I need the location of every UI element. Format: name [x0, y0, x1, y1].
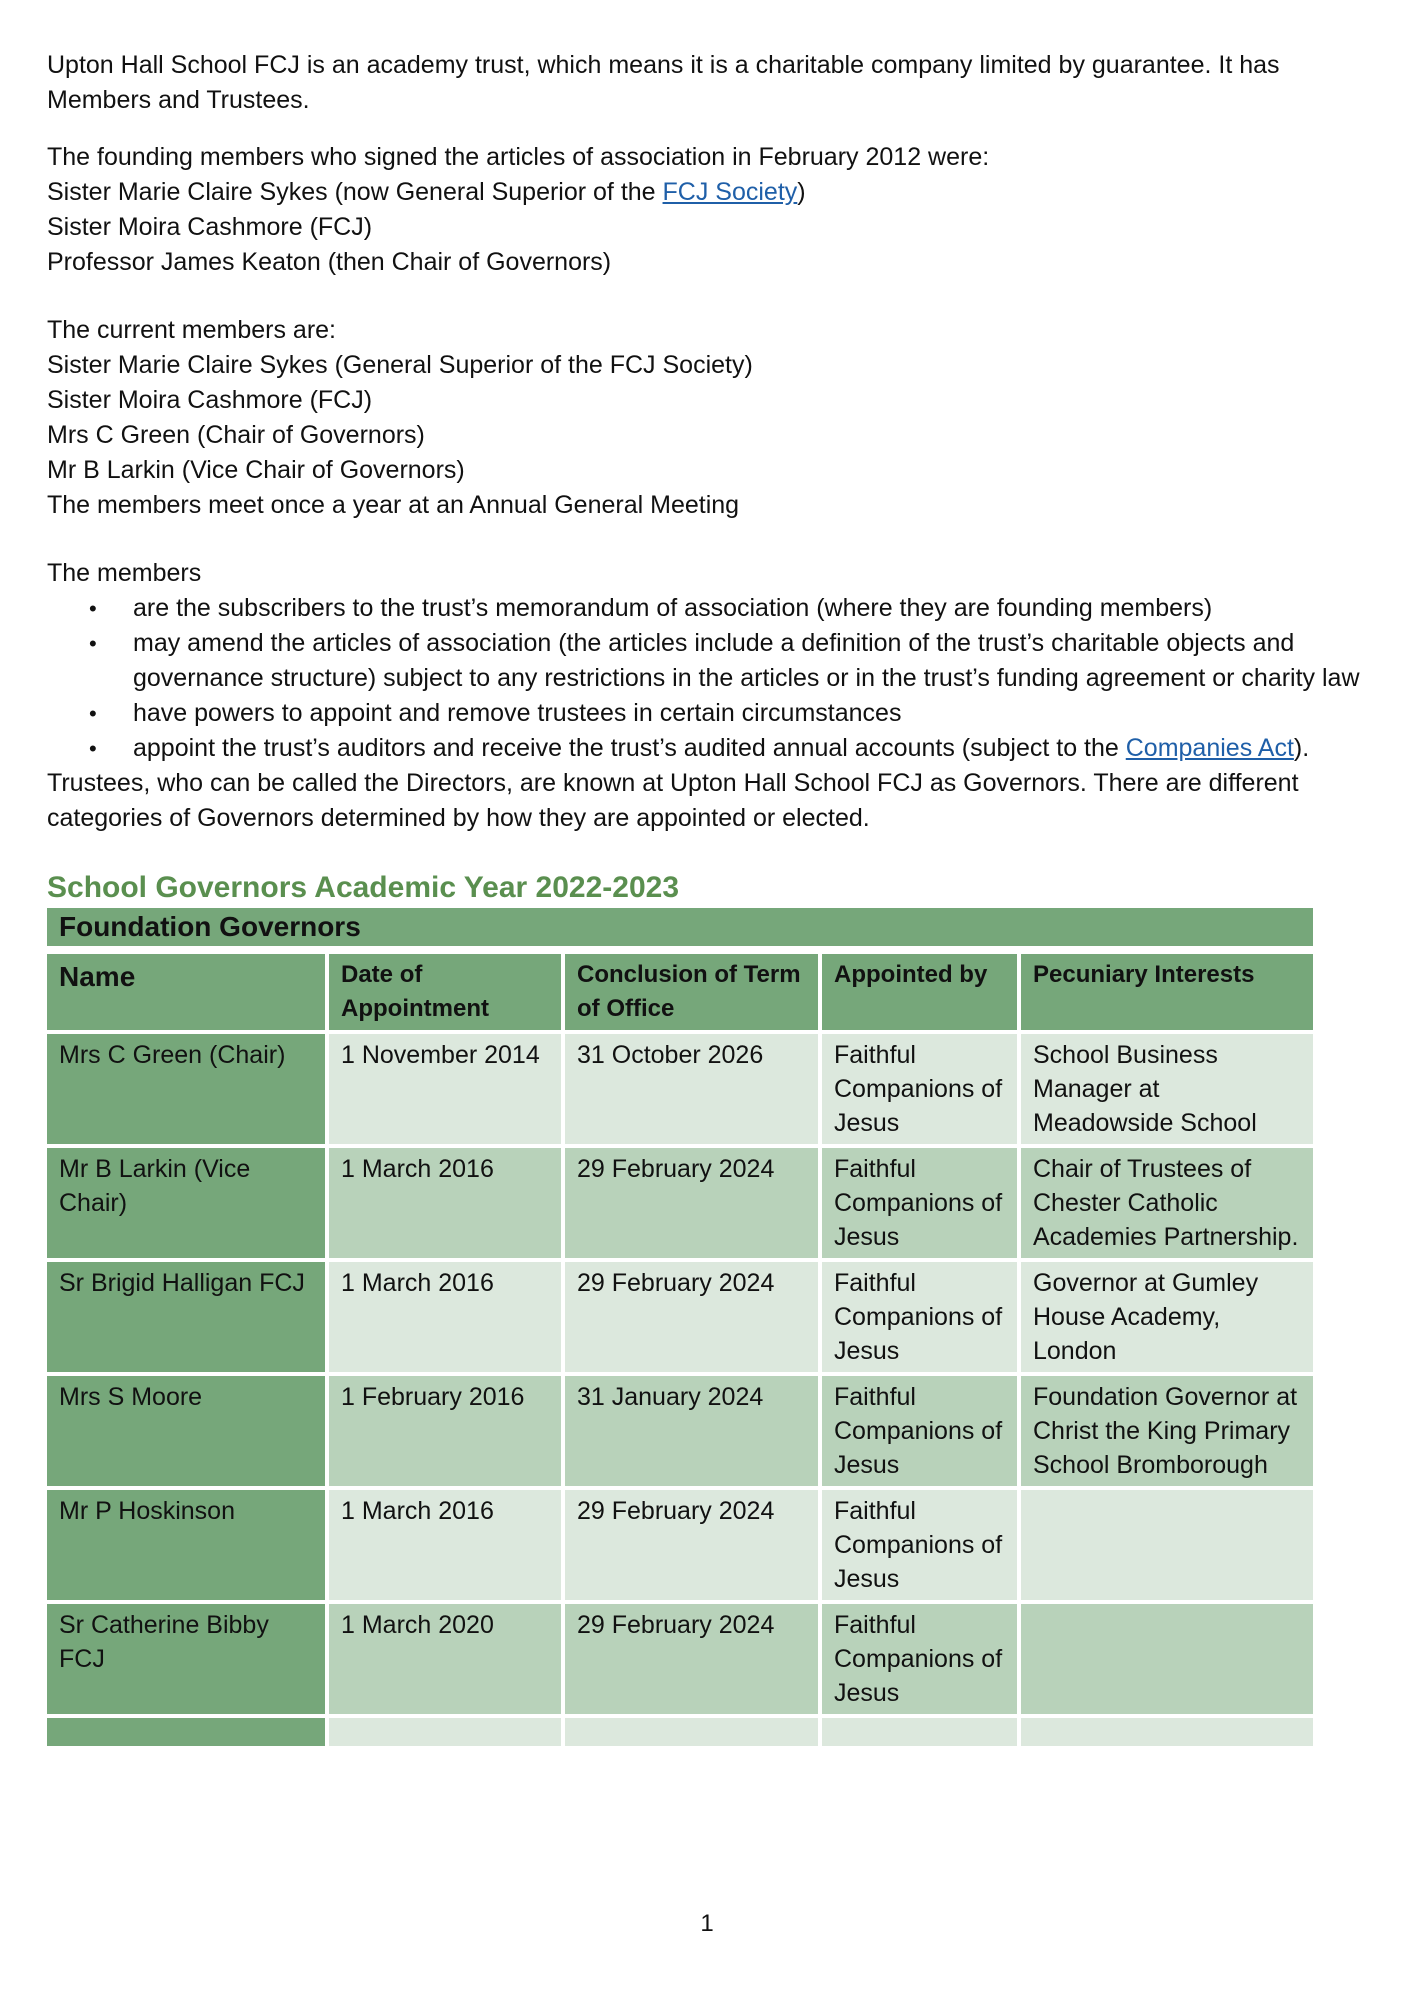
current-member-4: Mr B Larkin (Vice Chair of Governors)	[47, 456, 465, 484]
current-members-lead: The current members are:	[47, 316, 336, 344]
empty-cell	[1021, 1718, 1317, 1750]
term-conclusion: 31 January 2024	[565, 1376, 822, 1490]
appointment-date: 1 March 2016	[329, 1148, 565, 1262]
companies-act-link[interactable]: Companies Act	[1125, 734, 1294, 762]
appointed-by: Faithful Companions of Jesus	[822, 1490, 1021, 1604]
members-meeting-note: The members meet once a year at an Annual General Meeting	[47, 491, 740, 519]
members-lead: The members	[47, 559, 202, 587]
founding-member-1	[47, 175, 1377, 210]
trustees-paragraph: Trustees, who can be called the Directors, are known at Upton Hall School FCJ as Governors. There are different categories of Governors determined by how they are appointed or elected.	[47, 769, 1299, 832]
table-header-row	[47, 954, 1317, 1034]
section-heading: School Governors Academic Year 2022-2023	[47, 871, 680, 904]
pecuniary-interests: Foundation Governor at Christ the King Primary School Bromborough	[1021, 1376, 1317, 1490]
list-item: • may amend the articles of association (the articles include a definition of the trust’s charitable objects and governance structure) subject to any restrictions in the articles or in the trust’s funding agreement or charity law	[133, 626, 1377, 696]
governor-name: Mrs C Green (Chair)	[47, 1034, 329, 1148]
column-header-appointed: Appointed by	[822, 954, 1021, 1034]
document-page	[47, 48, 1377, 1750]
founding-members-lead: The founding members who signed the articles of association in February 2012 were:	[47, 143, 990, 171]
founding-member-1-close: )	[797, 178, 806, 206]
column-header-date: Date of Appointment	[329, 954, 565, 1034]
term-conclusion: 29 February 2024	[565, 1604, 822, 1718]
table-row	[47, 1376, 1317, 1490]
empty-cell	[329, 1718, 565, 1750]
page-number: 1	[700, 1910, 714, 1937]
fcj-society-link[interactable]: FCJ Society	[662, 178, 798, 206]
appointed-by: Faithful Companions of Jesus	[822, 1604, 1021, 1718]
founding-member-3: Professor James Keaton (then Chair of Governors)	[47, 248, 612, 276]
appointment-date: 1 March 2020	[329, 1604, 565, 1718]
appointed-by: Faithful Companions of Jesus	[822, 1262, 1021, 1376]
appointment-date: 1 November 2014	[329, 1034, 565, 1148]
term-conclusion: 29 February 2024	[565, 1490, 822, 1604]
list-item-close: ).	[1293, 734, 1310, 762]
term-conclusion: 29 February 2024	[565, 1148, 822, 1262]
empty-cell	[47, 1718, 329, 1750]
table-row	[47, 1262, 1317, 1376]
table-title: Foundation Governors	[47, 908, 1317, 954]
governor-name: Mrs S Moore	[47, 1376, 329, 1490]
empty-cell	[565, 1718, 822, 1750]
table-row	[47, 1604, 1317, 1718]
current-member-3: Mrs C Green (Chair of Governors)	[47, 421, 425, 449]
current-member-1: Sister Marie Claire Sykes (General Superior of the FCJ Society)	[47, 351, 753, 379]
appointed-by: Faithful Companions of Jesus	[822, 1148, 1021, 1262]
appointment-date: 1 March 2016	[329, 1490, 565, 1604]
table-row	[47, 1034, 1317, 1148]
term-conclusion: 29 February 2024	[565, 1262, 822, 1376]
governor-name: Sr Catherine Bibby FCJ	[47, 1604, 329, 1718]
appointed-by: Faithful Companions of Jesus	[822, 1034, 1021, 1148]
pecuniary-interests: School Business Manager at Meadowside School	[1021, 1034, 1317, 1148]
appointed-by: Faithful Companions of Jesus	[822, 1376, 1021, 1490]
term-conclusion: 31 October 2026	[565, 1034, 822, 1148]
table-row	[47, 1490, 1317, 1604]
governor-name: Mr P Hoskinson	[47, 1490, 329, 1604]
table-row-empty	[47, 1718, 1317, 1750]
empty-cell	[822, 1718, 1021, 1750]
list-item: • are the subscribers to the trust’s memorandum of association (where they are founding members)	[133, 591, 1377, 626]
pecuniary-interests: Chair of Trustees of Chester Catholic Academies Partnership.	[1021, 1148, 1317, 1262]
governors-table	[47, 908, 1317, 1750]
pecuniary-interests	[1021, 1490, 1317, 1604]
list-item-text: appoint the trust’s auditors and receive the trust’s audited annual accounts (subject to the	[133, 734, 1126, 762]
appointment-date: 1 February 2016	[329, 1376, 565, 1490]
column-header-conclusion: Conclusion of Term of Office	[565, 954, 822, 1034]
list-item: • have powers to appoint and remove trustees in certain circumstances	[133, 696, 1377, 731]
intro-paragraph: Upton Hall School FCJ is an academy trust, which means it is a charitable company limited by guarantee. It has Members and Trustees.	[47, 51, 1280, 114]
current-member-2: Sister Moira Cashmore (FCJ)	[47, 386, 373, 414]
pecuniary-interests	[1021, 1604, 1317, 1718]
appointment-date: 1 March 2016	[329, 1262, 565, 1376]
column-header-pecuniary: Pecuniary Interests	[1021, 954, 1317, 1034]
pecuniary-interests: Governor at Gumley House Academy, London	[1021, 1262, 1317, 1376]
table-row	[47, 1148, 1317, 1262]
founding-member-2: Sister Moira Cashmore (FCJ)	[47, 213, 373, 241]
founding-member-1-text: Sister Marie Claire Sykes (now General Superior of the	[47, 178, 663, 206]
list-item	[133, 731, 1377, 766]
governor-name: Mr B Larkin (Vice Chair)	[47, 1148, 329, 1262]
column-header-name: Name	[47, 954, 329, 1034]
members-duties-list	[47, 591, 1377, 766]
governor-name: Sr Brigid Halligan FCJ	[47, 1262, 329, 1376]
